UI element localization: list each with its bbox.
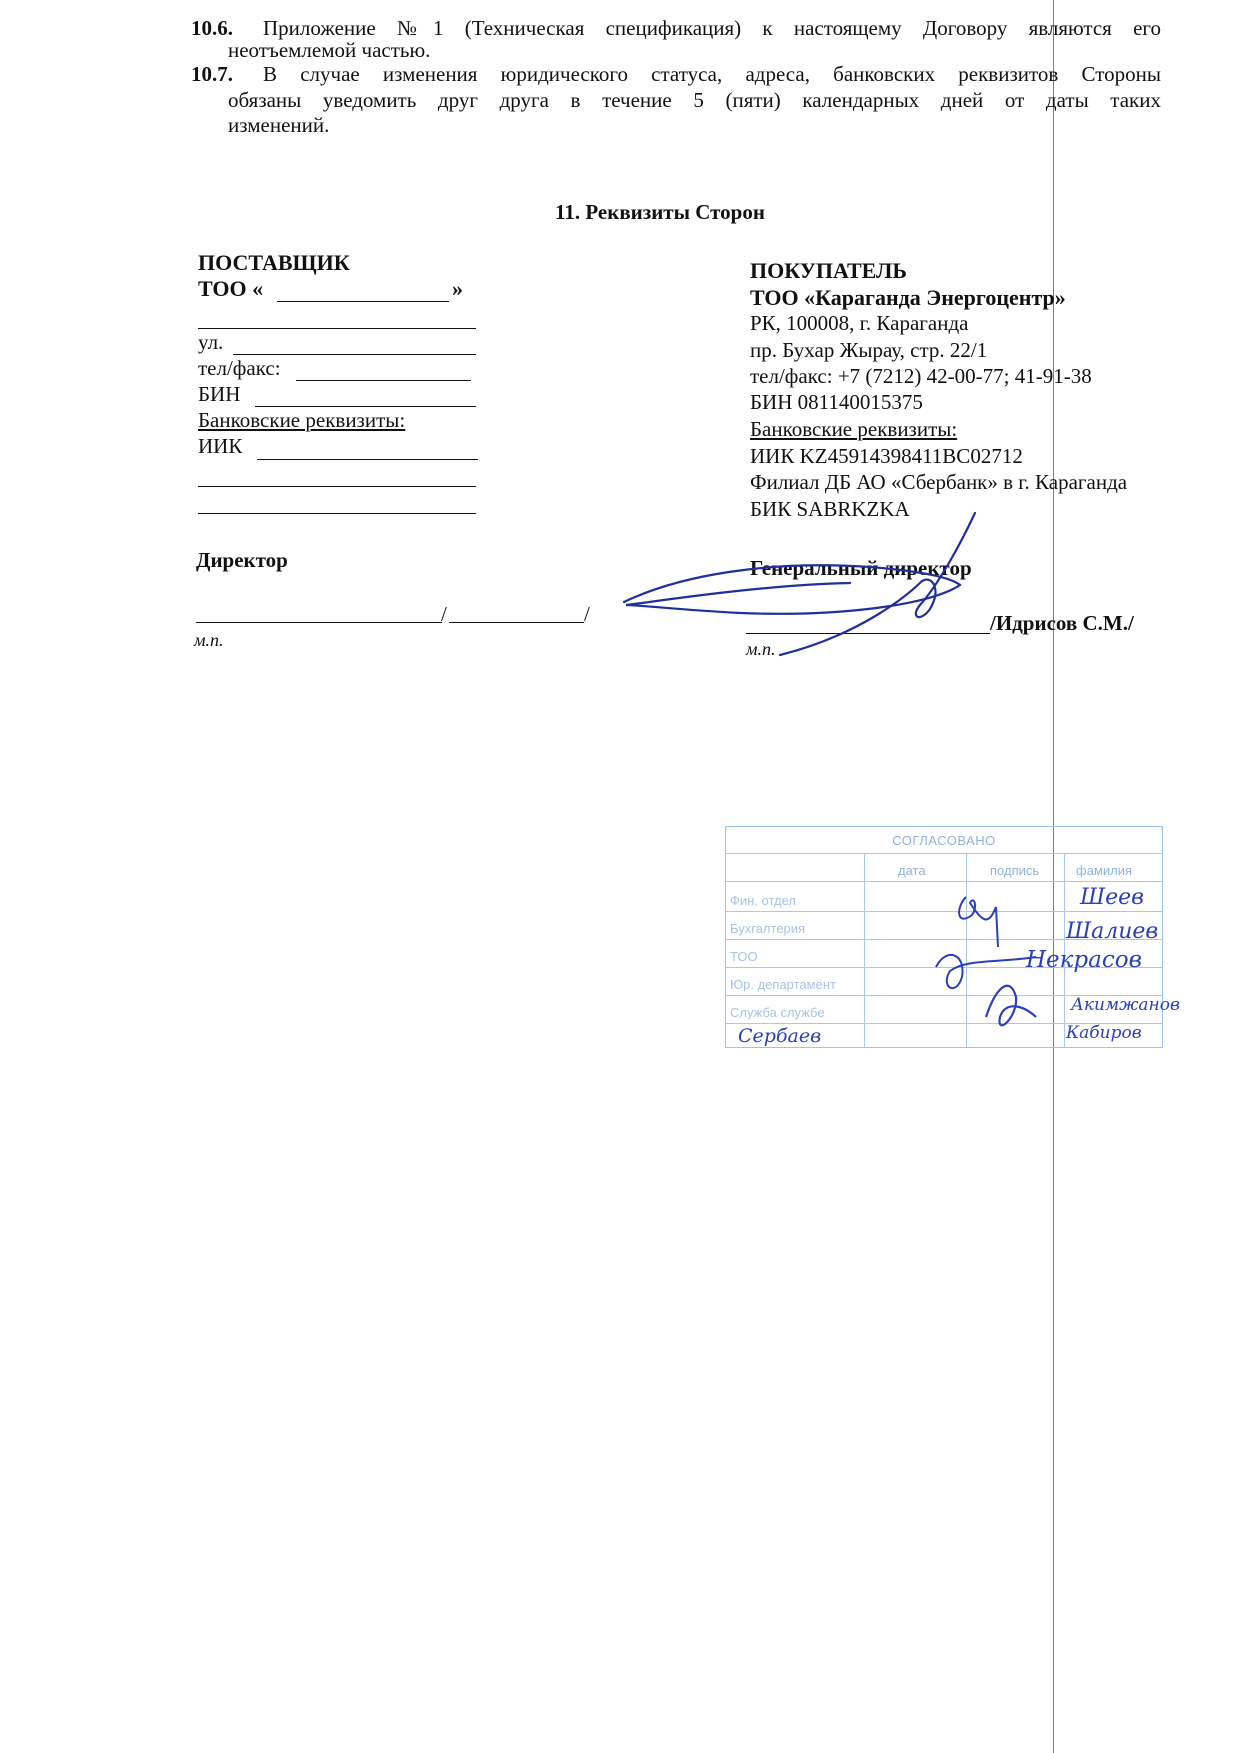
supplier-name-line [449,622,584,623]
section-title: 11. Реквизиты Сторон [555,200,765,224]
supplier-blank-line [198,486,476,487]
supplier-sign-separator: / [441,602,447,626]
supplier-street-blank [233,354,476,355]
buyer-bin: БИН 081140015375 [750,390,923,414]
buyer-signatory: /Идрисов С.М./ [990,611,1134,635]
handwritten-name: Кабиров [1066,1023,1142,1043]
supplier-signature-line [196,622,442,623]
buyer-bank: Филиал ДБ АО «Сбербанк» в г. Караганда [750,470,1128,494]
supplier-stamp-place: м.п. [194,630,224,650]
buyer-bik: БИК SABRKZKA [750,497,910,521]
supplier-sign-end: / [584,602,590,626]
approval-stamp-row: Фин. отдел [730,893,796,908]
supplier-blank-line [198,513,476,514]
approval-stamp-row: Юр. департамент [730,977,836,992]
buyer-stamp-place: м.п. [746,639,776,659]
buyer-address-line: пр. Бухар Жырау, стр. 22/1 [750,338,988,362]
handwritten-name: Некрасов [1026,947,1142,973]
supplier-org-blank [277,301,449,302]
clause-text-line: неотъемлемой частью. [228,38,431,62]
clause-number: 10.7. [191,62,233,86]
buyer-iik: ИИК KZ45914398411BC02712 [750,444,1023,468]
supplier-bin-blank [255,406,476,407]
buyer-heading: ПОКУПАТЕЛЬ [750,258,907,283]
approval-stamp-row: Служба службе [730,1005,825,1020]
supplier-heading: ПОСТАВЩИК [198,250,350,275]
approval-stamp-title: СОГЛАСОВАНО [892,833,996,848]
supplier-director-label: Директор [196,548,288,572]
approval-stamp-column: дата [898,863,926,878]
supplier-org-open: ТОО « [198,276,264,301]
supplier-phone-blank [296,380,471,381]
approval-stamp-row: Бухгалтерия [730,921,806,936]
clause-text-line: изменений. [228,113,330,137]
clause-text-line: обязаны уведомить друг друга в течение 5 (пяти) календарных дней от даты таких [228,88,1161,112]
buyer-director-label: Генеральный директор [750,556,972,580]
buyer-phone: тел/факс: +7 (7212) 42-00-77; 41-91-38 [750,364,1092,388]
director-signature [620,505,990,665]
supplier-phone-label: тел/факс: [198,356,281,380]
stamp-grid-line [726,853,1162,854]
supplier-org-close: » [452,276,463,301]
buyer-address-line: РК, 100008, г. Караганда [750,311,969,335]
handwritten-name: Акимжанов [1071,995,1180,1015]
supplier-bin-label: БИН [198,382,241,406]
supplier-iik-blank [257,459,478,460]
approval-stamp-column: фамилия [1076,863,1133,878]
approval-stamp-column: подпись [990,863,1040,878]
supplier-blank-line [198,328,476,329]
handwritten-name: Шеев [1080,885,1144,910]
clause-number: 10.6. [191,16,233,40]
buyer-org: ТОО «Караганда Энергоцентр» [750,285,1066,310]
buyer-bank-label: Банковские реквизиты: [750,417,958,441]
clause-text-line: Приложение №1 (Техническая спецификация) к настоящему Договору являются его [263,16,1161,40]
supplier-street-label: ул. [198,330,224,354]
handwritten-name: Шалиев [1066,919,1159,944]
clause-text-line: В случае изменения юридического статуса, адреса, банковских реквизитов Стороны [263,62,1161,86]
supplier-iik-label: ИИК [198,434,243,458]
handwritten-name: Сербаев [738,1025,822,1047]
supplier-bank-label: Банковские реквизиты: [198,408,406,432]
approval-stamp [725,826,1180,1048]
approval-stamp-row: ТОО [730,949,758,964]
stamp-grid-line [864,853,865,1047]
approval-signatures [926,867,1076,1047]
